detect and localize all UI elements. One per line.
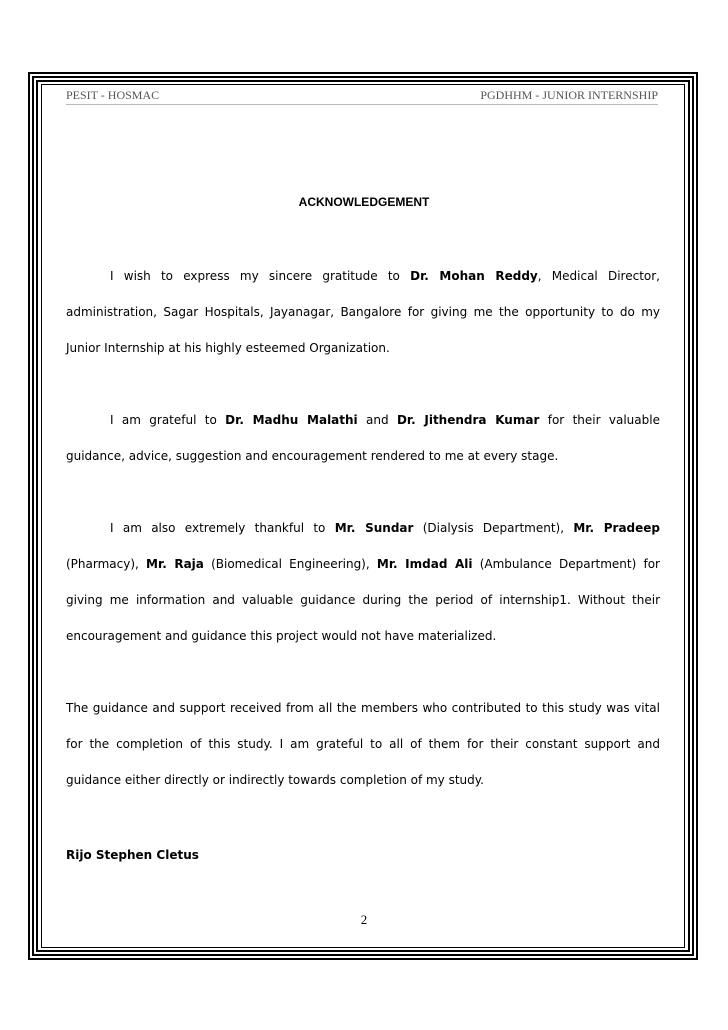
page-number: 2 [360, 912, 368, 927]
p3-text-4: (Biomedical Engineering), [203, 557, 377, 571]
paragraph-1 [66, 258, 660, 366]
p1-name-1: Dr. Mohan Reddy [410, 269, 538, 283]
header-right: PGDHHM - JUNIOR INTERNSHIP [480, 88, 658, 102]
p1-text-1: I wish to express my sincere gratitude to [110, 269, 411, 283]
p3-name-1: Mr. Sundar [334, 521, 414, 535]
p2-text-2: and [357, 413, 397, 427]
header-left: PESIT - HOSMAC [66, 88, 160, 102]
p3-text-3: (Pharmacy), [66, 557, 147, 571]
p3-name-4: Mr. Imdad Ali [376, 557, 473, 571]
signature-name: Rijo Stephen Cletus [66, 848, 199, 862]
paragraph-3 [66, 510, 660, 654]
p2-text-3: for their valuable guidance, advice, suggestion and encouragement rendered to me at every stage. [66, 413, 660, 463]
page-title: ACKNOWLEDGEMENT [298, 195, 430, 209]
p3-name-3: Mr. Raja [146, 557, 204, 571]
p4-text-1: The guidance and support received from all the members who contributed to this study was vital for the completion of this study. I am grateful to all of them for their constant support and guidance either directly or indirectly towards completion of my study. [66, 701, 660, 787]
header-rule [66, 104, 658, 105]
p2-name-1: Dr. Madhu Malathi [225, 413, 358, 427]
p2-text-1: I am grateful to [110, 413, 226, 427]
p3-text-5: (Ambulance Department) for giving me information and valuable guidance during the period of internship1. Without their encouragement and guidance this project would not have materialized. [66, 557, 660, 643]
paragraph-2 [66, 402, 660, 474]
p3-text-1: I am also extremely thankful to [110, 521, 335, 535]
p1-text-2: , Medical Director, administration, Sagar Hospitals, Jayanagar, Bangalore for giving me the opportunity to do my Junior Internship at his highly esteemed Organization. [66, 269, 660, 355]
p3-name-2: Mr. Pradeep [573, 521, 661, 535]
p2-name-2: Dr. Jithendra Kumar [396, 413, 540, 427]
paragraph-4 [66, 690, 660, 798]
acknowledgement-body [66, 258, 660, 798]
p3-text-2: (Dialysis Department), [413, 521, 574, 535]
